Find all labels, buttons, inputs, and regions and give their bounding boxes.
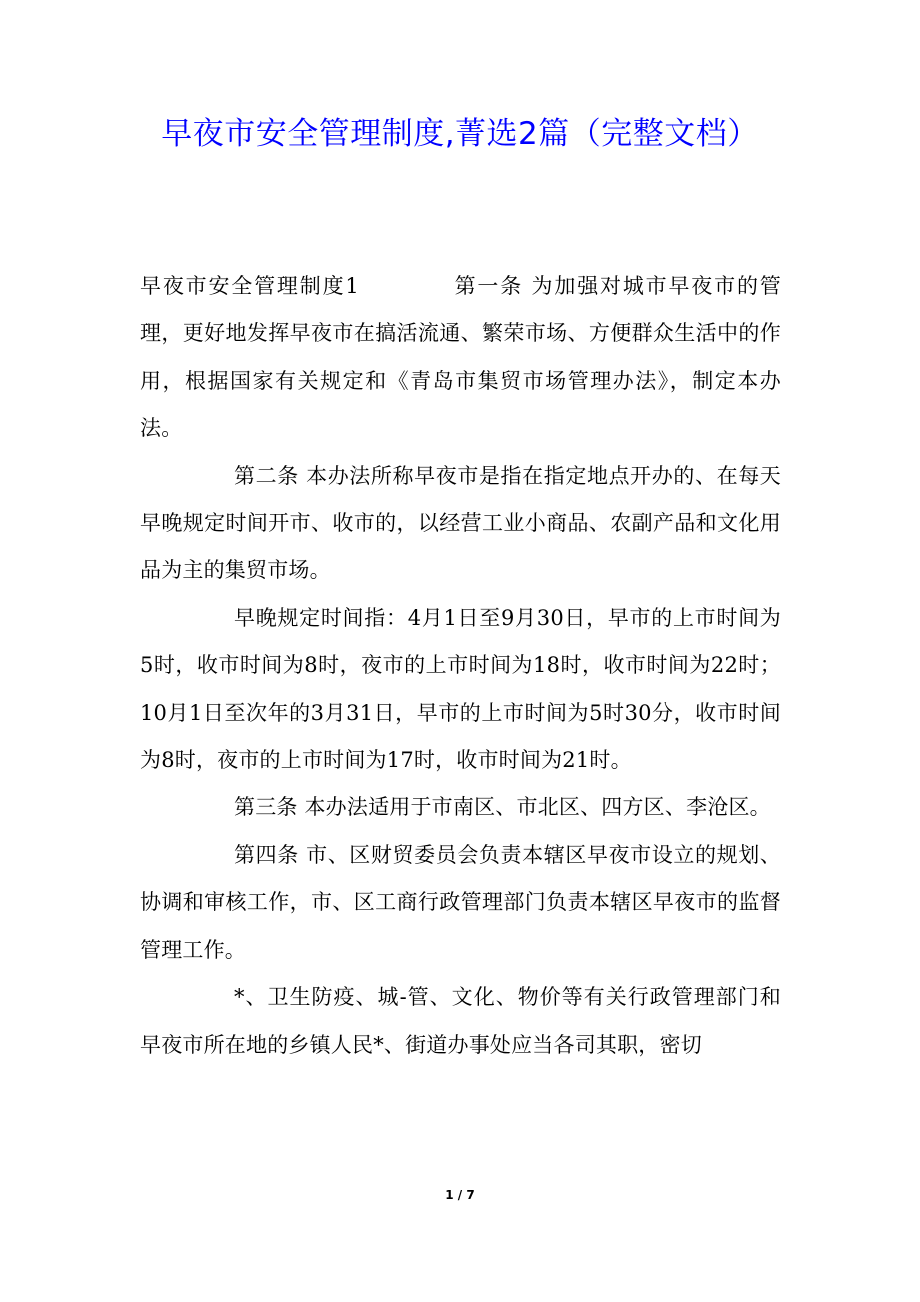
document-body (140, 263, 781, 1069)
paragraph-departments: *、卫生防疫、城-管、文化、物价等有关行政管理部门和早夜市所在地的乡镇人民*、街道办事处应当各司其职，密切 (140, 985, 781, 1057)
paragraph-article-2: 第二条 本办法所称早夜市是指在指定地点开办的、在每天早晚规定时间开市、收市的，以经营工业小商品、农副产品和文化用品为主的集贸市场。 (140, 463, 781, 583)
document-title: 早夜市安全管理制度,菁选2篇（完整文档） (161, 116, 759, 152)
paragraph-article-1 (140, 263, 781, 453)
section-heading: 早夜市安全管理制度1 (140, 274, 359, 298)
paragraph-article-4: 第四条 市、区财贸委员会负责本辖区早夜市设立的规划、协调和审核工作，市、区工商行政管理部门负责本辖区早夜市的监督管理工作。 (140, 842, 781, 962)
paragraph-time-rules: 早晚规定时间指：4月1日至9月30日，早市的上市时间为5时，收市时间为8时，夜市的上市时间为18时，收市时间为22时；10月1日至次年的3月31日，早市的上市时间为5时30分，收市时间为8时，夜市的上市时间为17时，收市时间为21时。 (140, 605, 781, 773)
page-number: 1 / 7 (445, 1188, 475, 1202)
paragraph-text: 第一条 为加强对城市早夜市的管理，更好地发挥早夜市在搞活流通、繁荣市场、方便群众生活中的作用，根据国家有关规定和《青岛市集贸市场管理办法》，制定本办法。 (140, 274, 781, 441)
paragraph-article-3: 第三条 本办法适用于市南区、市北区、四方区、李沧区。 (234, 795, 771, 820)
